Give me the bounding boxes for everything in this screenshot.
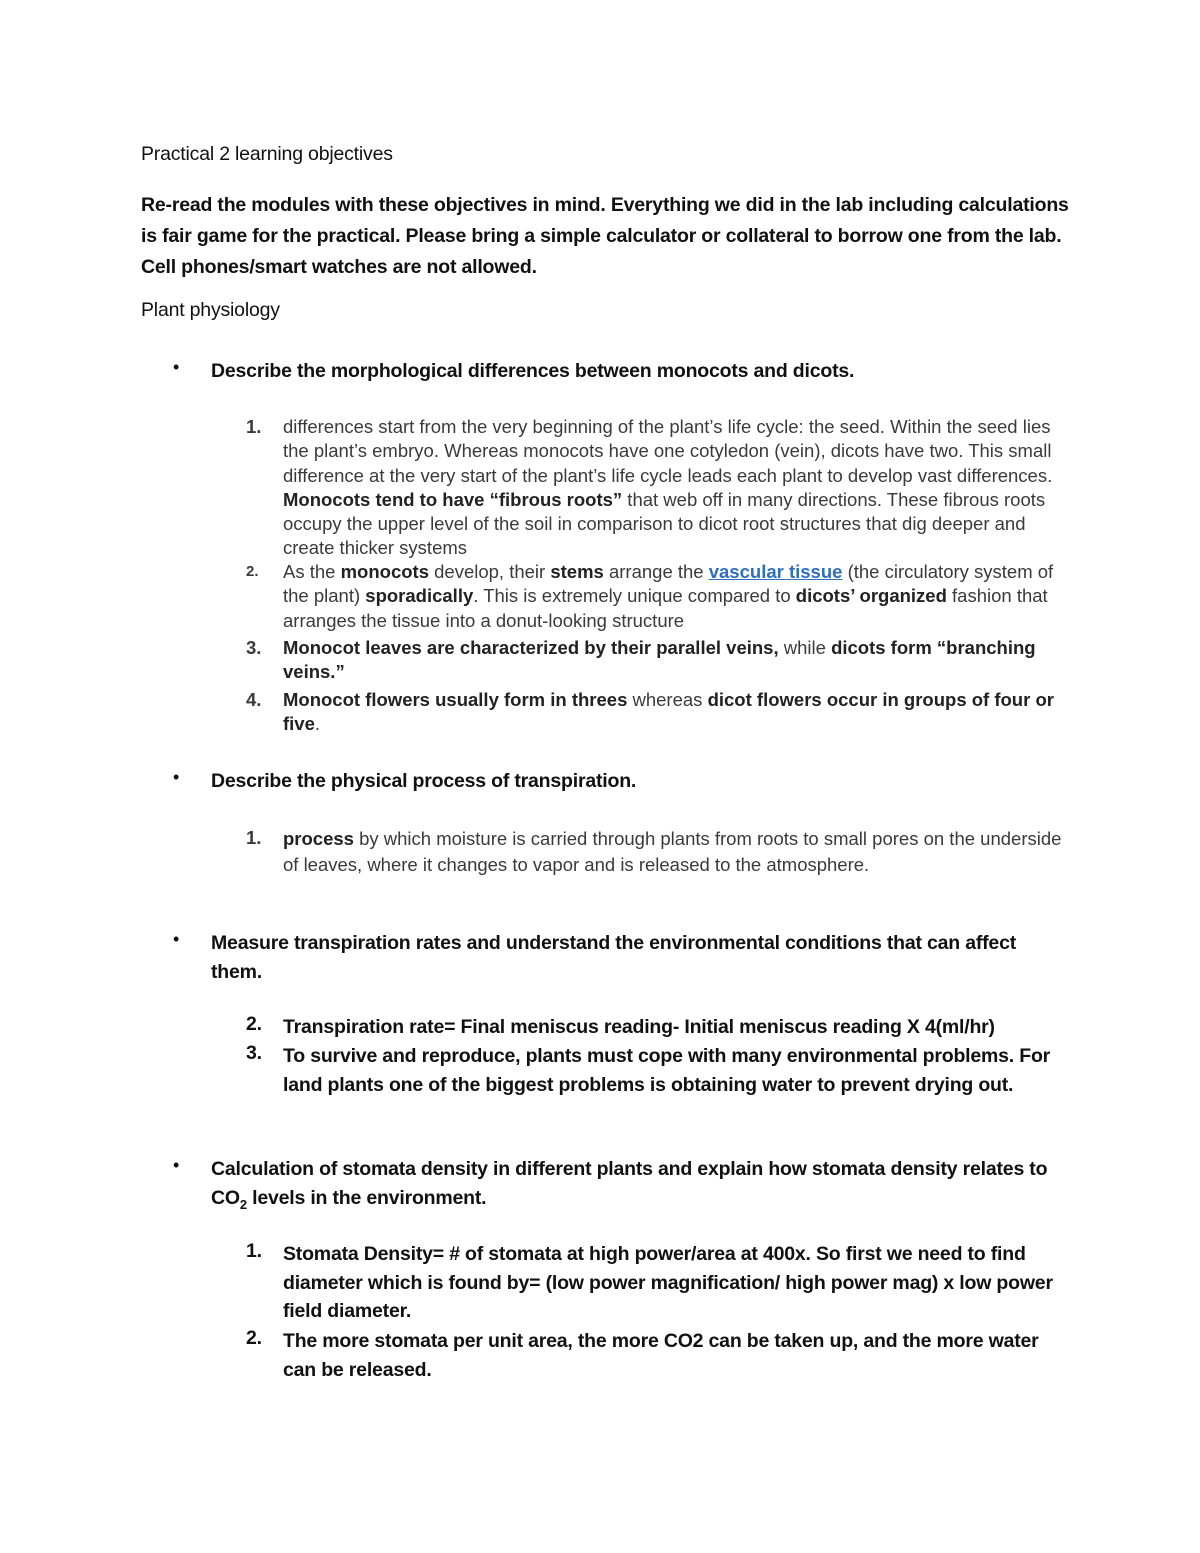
vascular-tissue-link[interactable]: vascular tissue <box>708 561 843 582</box>
objective-text: Measure transpiration rates and understand the environmental conditions that can affect them. <box>211 932 1017 983</box>
item-text: differences start from the very beginning of the plant’s life cycle: the seed. Within the seed lies the plant’s embryo. Whereas monocots have one cotyledon (vein), dicots have two. This small difference at the very start of the plant’s life cycle leads each plant to develop vast differences. Monocots tend to have “fibrous roots” that web off in many directions. These fibrous roots occupy the upper level of the soil in comparison to dicot root structures that dig deeper and create thicker systems <box>283 416 1053 559</box>
item-text: To survive and reproduce, plants must cope with many environmental problems. For land plants one of the biggest problems is obtaining water to prevent drying out. <box>283 1045 1051 1096</box>
bullet-marker: • <box>173 929 180 949</box>
item-text: The more stomata per unit area, the more CO2 can be taken up, and the more water can be released. <box>283 1330 1039 1381</box>
item-number: 1. <box>246 416 262 437</box>
item-number: 1. <box>246 827 262 848</box>
item-text: Transpiration rate= Final meniscus reading- Initial meniscus reading X 4(ml/hr) <box>283 1016 995 1038</box>
item-number: 3. <box>246 637 262 658</box>
item-number: 1. <box>246 1240 262 1262</box>
item-number: 2. <box>246 1327 262 1349</box>
item-text: Monocot flowers usually form in threes whereas dicot flowers occur in groups of four or five. <box>283 689 1054 735</box>
item-number: 3. <box>246 1042 262 1064</box>
item-number: 2. <box>246 563 259 580</box>
intro-paragraph: Re-read the modules with these objectives in mind. Everything we did in the lab including calculations is fair game for the practical. Please bring a simple calculator or collateral to borrow one from the lab. Cell phones/smart watches are not allowed. <box>141 194 1069 278</box>
item-number: 4. <box>246 689 262 710</box>
document-title: Practical 2 learning objectives <box>141 143 393 165</box>
objective-text: Describe the physical process of transpiration. <box>211 770 637 792</box>
bullet-marker: • <box>173 357 180 377</box>
item-text: process by which moisture is carried through plants from roots to small pores on the underside of leaves, where it changes to vapor and is released to the atmosphere. <box>283 828 1062 875</box>
item-text: Monocot leaves are characterized by their parallel veins, while dicots form “branching veins.” <box>283 637 1036 683</box>
item-number: 2. <box>246 1013 262 1035</box>
objective-text: Calculation of stomata density in different plants and explain how stomata density relates to $CO_2$ levels in the environment. <box>211 1158 1048 1212</box>
bullet-marker: • <box>173 1155 180 1175</box>
item-text: As the monocots develop, their stems arrange the vascular tissue (the circulatory system of the plant) sporadically. This is extremely unique compared to dicots’ organized fashion that arranges the tissue into a donut-looking structure <box>283 561 1054 631</box>
objective-text: Describe the morphological differences between monocots and dicots. <box>211 360 855 382</box>
item-text: Stomata Density= # of stomata at high power/area at 400x. So first we need to find diameter which is found by= (low power magnification/ high power mag) x low power field diameter. <box>283 1243 1053 1322</box>
bullet-marker: • <box>173 767 180 787</box>
section-heading: Plant physiology <box>141 299 280 321</box>
